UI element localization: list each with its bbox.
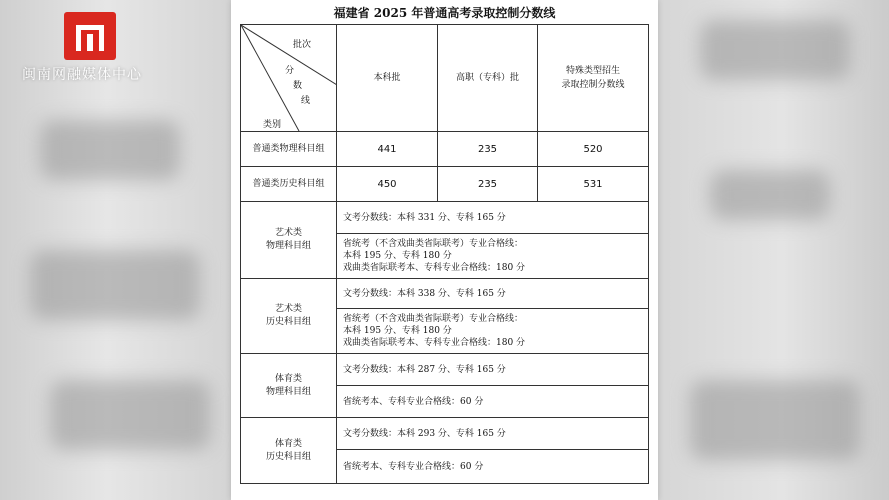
row-category: 艺术类 历史科目组 bbox=[241, 279, 337, 354]
diagonal-header-cell bbox=[241, 25, 337, 132]
detail-line: 省统考本、专科专业合格线：60 分 bbox=[343, 461, 484, 472]
detail-cell bbox=[337, 234, 649, 279]
detail-cell bbox=[337, 386, 649, 418]
table-row bbox=[241, 202, 649, 234]
detail-line: 本科 195 分、专科 180 分 bbox=[343, 251, 452, 261]
blurred-shape bbox=[30, 250, 200, 320]
diag-label-category: 类别 bbox=[263, 120, 282, 130]
document-page bbox=[231, 0, 658, 500]
channel-name: 闽南网融媒体中心 bbox=[22, 67, 142, 83]
column-header: 特殊类型招生 录取控制分数线 bbox=[538, 25, 649, 132]
detail-cell bbox=[337, 418, 649, 450]
detail-line: 文考分数线：本科 293 分、专科 165 分 bbox=[343, 428, 506, 439]
diag-label-score: 数 bbox=[293, 81, 303, 91]
row-category: 普通类物理科目组 bbox=[241, 132, 337, 167]
table-row bbox=[241, 279, 649, 309]
score-table bbox=[240, 24, 649, 484]
blurred-shape bbox=[40, 120, 180, 180]
detail-line: 戏曲类省际联考本、专科专业合格线：180 分 bbox=[343, 338, 526, 348]
score-value: 441 bbox=[337, 132, 438, 167]
media-logo-icon bbox=[64, 12, 116, 60]
row-category: 艺术类 物理科目组 bbox=[241, 202, 337, 279]
score-value: 235 bbox=[438, 167, 538, 202]
score-value: 520 bbox=[538, 132, 649, 167]
blurred-shape bbox=[710, 170, 830, 220]
score-value: 235 bbox=[438, 132, 538, 167]
diag-label-score: 分 bbox=[285, 66, 295, 76]
detail-line: 省统考本、专科专业合格线：60 分 bbox=[343, 396, 484, 407]
detail-cell bbox=[337, 202, 649, 234]
row-category: 普通类历史科目组 bbox=[241, 167, 337, 202]
table-row bbox=[241, 167, 649, 202]
detail-line: 文考分数线：本科 338 分、专科 165 分 bbox=[343, 288, 506, 299]
row-category: 体育类 历史科目组 bbox=[241, 418, 337, 484]
diag-label-batch: 批次 bbox=[293, 40, 312, 50]
table-header-row bbox=[241, 25, 649, 132]
table-row bbox=[241, 132, 649, 167]
detail-line: 戏曲类省际联考本、专科专业合格线：180 分 bbox=[343, 263, 526, 273]
detail-line: 省统考（不含戏曲类省际联考）专业合格线： bbox=[343, 239, 524, 249]
table-row bbox=[241, 354, 649, 386]
detail-cell bbox=[337, 450, 649, 484]
diag-label-score: 线 bbox=[301, 96, 311, 106]
detail-line: 文考分数线：本科 287 分、专科 165 分 bbox=[343, 364, 506, 375]
blurred-shape bbox=[50, 380, 210, 450]
detail-line: 省统考（不含戏曲类省际联考）专业合格线： bbox=[343, 314, 524, 324]
blurred-shape bbox=[690, 380, 860, 460]
detail-line: 文考分数线：本科 331 分、专科 165 分 bbox=[343, 212, 506, 223]
document-title: 福建省 2025 年普通高考录取控制分数线 bbox=[333, 6, 556, 20]
diagonal-lines bbox=[241, 25, 337, 131]
detail-cell bbox=[337, 309, 649, 354]
column-header: 高职（专科）批 bbox=[438, 25, 538, 132]
detail-line: 本科 195 分、专科 180 分 bbox=[343, 326, 452, 336]
score-value: 531 bbox=[538, 167, 649, 202]
detail-cell bbox=[337, 354, 649, 386]
column-header: 本科批 bbox=[337, 25, 438, 132]
row-category: 体育类 物理科目组 bbox=[241, 354, 337, 418]
blurred-shape bbox=[700, 20, 850, 80]
detail-cell bbox=[337, 279, 649, 309]
score-value: 450 bbox=[337, 167, 438, 202]
table-row bbox=[241, 418, 649, 450]
